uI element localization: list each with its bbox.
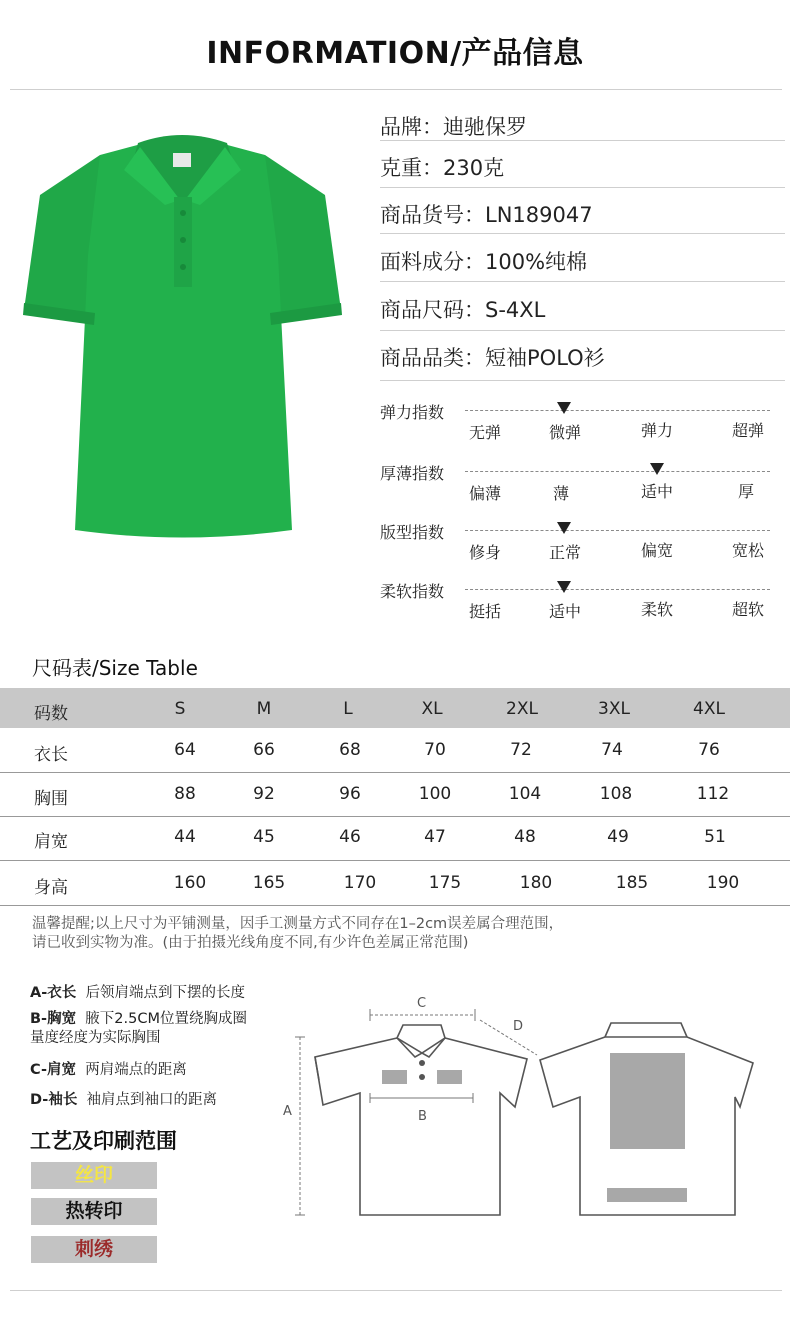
index-option: 偏薄 [468,484,501,503]
header-cell: 码数 [34,704,68,724]
green-polo-shirt-image [20,135,345,540]
table-cell: 76 [698,740,720,760]
index-label: 厚薄指数 [380,464,445,483]
table-cell: 100 [418,784,452,804]
table-cell: 108 [599,784,633,804]
title-divider [10,89,782,90]
index-option: 弹力 [640,421,673,440]
spec-category: 商品品类：短袖POLO衫 [380,346,605,370]
craft-embroidery: 刺绣 [31,1236,157,1263]
dimension-label-d: D [513,1019,524,1034]
index-label: 弹力指数 [380,403,445,422]
index-option: 微弹 [548,423,581,442]
table-cell: 112 [696,784,730,804]
header-cell: L [343,699,353,719]
index-option: 偏宽 [640,541,673,560]
definition-c: C-肩宽 两肩端点的距离 [30,1062,187,1078]
table-cell: 180 [519,873,553,893]
spec-sku: 商品货号：LN189047 [380,203,593,227]
table-cell: 胸围 [34,789,68,809]
header-cell: 3XL [598,699,630,719]
spec-fabric: 面料成分：100%纯棉 [380,250,588,274]
table-cell: 165 [252,873,286,893]
index-option: 适中 [548,602,581,621]
size-table-header [0,688,790,728]
table-cell: 185 [615,873,649,893]
index-option: 无弹 [468,423,501,442]
index-option: 薄 [552,484,569,503]
spec-weight: 克重：230克 [380,156,505,180]
table-cell: 肩宽 [34,832,68,852]
index-marker-icon [557,522,571,534]
table-cell: 175 [428,873,462,893]
index-option: 厚 [737,482,754,501]
table-cell: 51 [704,827,726,847]
definition-b: B-胸宽 腋下2.5CM位置绕胸成圈 量度经度为实际胸围 [30,1011,247,1046]
header-cell: 4XL [693,699,725,719]
index-option: 挺括 [468,602,501,621]
table-cell: 160 [173,873,207,893]
dimension-label-a: A [283,1104,292,1119]
craft-screen-print: 丝印 [31,1162,157,1189]
index-option: 柔软 [640,600,673,619]
table-cell: 74 [601,740,623,760]
index-option: 宽松 [731,541,764,560]
header-cell: M [256,699,272,719]
index-label: 版型指数 [380,523,445,542]
table-cell: 170 [343,873,377,893]
index-option: 正常 [548,543,581,562]
index-option: 超软 [731,600,764,619]
measurement-note: 温馨提醒;以上尺寸为平铺测量，因手工测量方式不同存在1–2cm误差属合理范围， 请已收到实物为准。(由于拍摄光线角度不同,有少许色差属正常范围) [32,916,564,951]
table-cell: 衣长 [34,745,68,765]
index-marker-icon [557,581,571,593]
table-cell: 88 [174,784,196,804]
measurement-diagram [275,985,780,1225]
header-cell: XL [421,699,443,719]
definition-d: D-袖长 袖肩点到袖口的距离 [30,1092,218,1108]
craft-title: 工艺及印刷范围 [30,1129,177,1153]
table-cell: 68 [339,740,361,760]
size-table-title: 尺码表/Size Table [32,656,198,680]
table-cell: 72 [510,740,532,760]
table-cell: 44 [174,827,196,847]
craft-heat-transfer: 热转印 [31,1198,157,1225]
header-cell: S [174,699,186,719]
table-cell: 66 [253,740,275,760]
spec-brand: 品牌：迪驰保罗 [380,115,527,139]
table-cell: 49 [607,827,629,847]
index-option: 超弹 [731,421,764,440]
spec-size: 商品尺码：S-4XL [380,298,546,322]
dimension-label-c: C [417,996,427,1011]
index-option: 修身 [468,543,501,562]
table-cell: 104 [508,784,542,804]
index-label: 柔软指数 [380,582,445,601]
bottom-divider [10,1290,782,1291]
table-cell: 96 [339,784,361,804]
index-marker-icon [650,463,664,475]
definition-a: A-衣长 后领肩端点到下摆的长度 [30,985,245,1001]
table-cell: 身高 [34,878,68,898]
table-cell: 46 [339,827,361,847]
table-cell: 70 [424,740,446,760]
dimension-label-b: B [418,1109,427,1124]
table-cell: 190 [706,873,740,893]
table-cell: 47 [424,827,446,847]
table-cell: 48 [514,827,536,847]
table-cell: 45 [253,827,275,847]
header-cell: 2XL [506,699,538,719]
index-option: 适中 [640,482,673,501]
page-title: INFORMATION/产品信息 [206,36,584,71]
index-marker-icon [557,402,571,414]
table-cell: 64 [174,740,196,760]
table-cell: 92 [253,784,275,804]
